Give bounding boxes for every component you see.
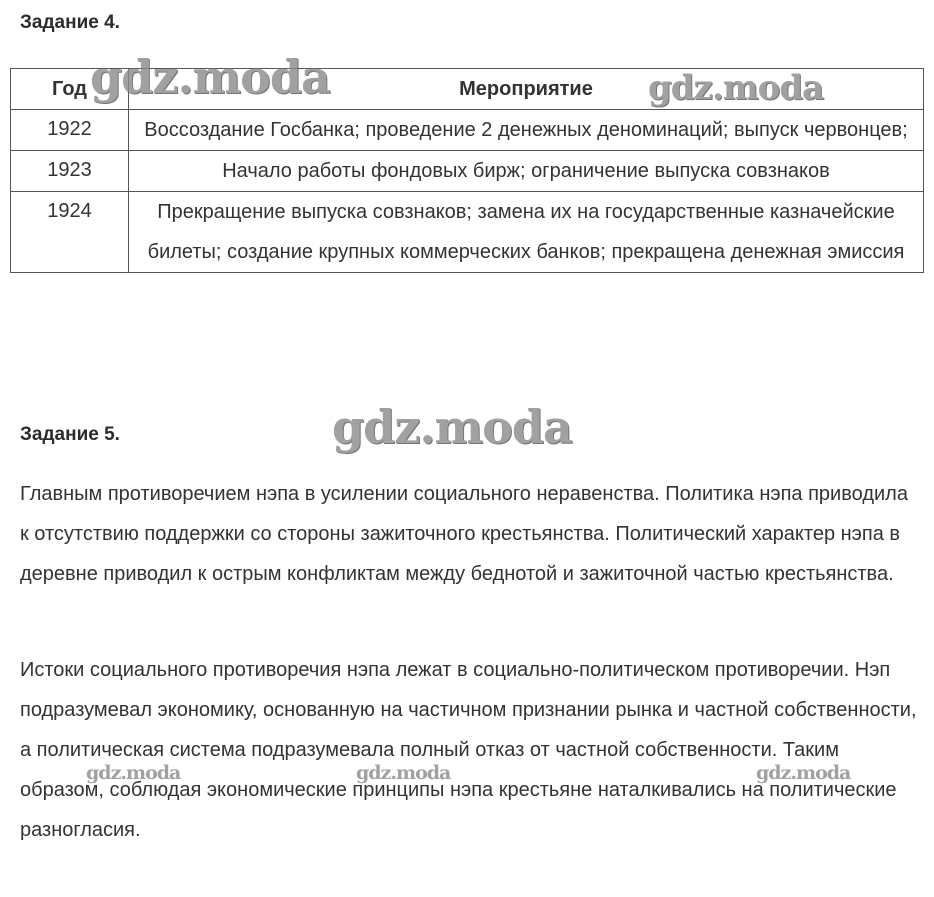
- task5-title: Задание 5.: [20, 424, 120, 445]
- answer-paragraph: Главным противоречием нэпа в усилении социального неравенства. Политика нэпа приводила к отсутствию поддержки со стороны зажиточного крестьянства. Политический характер нэпа в деревне приводил к острым конфликтам между беднотой и зажиточной частью крестьянства.: [20, 483, 908, 585]
- task4-title: Задание 4.: [20, 12, 120, 33]
- watermark: gdz.moda: [332, 400, 572, 454]
- watermark: gdz.moda: [356, 762, 451, 784]
- header-event: Мероприятие: [129, 69, 924, 110]
- year-cell: 1922: [11, 110, 129, 151]
- event-cell: Начало работы фондовых бирж; ограничение выпуска совзнаков: [129, 151, 924, 192]
- year-cell: 1923: [11, 151, 129, 192]
- answer-paragraph: Истоки социального противоречия нэпа лежат в социально-политическом противоречии. Нэп подразумевал экономику, основанную на частичном признании рынка и частной собственности, а политическая система подразумевала полный отказ от частной собственности. Таким образом, соблюдая экономические принципы нэпа крестьяне наталкивались на политические разногласия.: [20, 659, 917, 841]
- year-cell: 1924: [11, 192, 129, 273]
- table-row: [11, 151, 924, 192]
- event-cell: Прекращение выпуска совзнаков; замена их на государственные казначейские билеты; создание крупных коммерческих банков; прекращена денежная эмиссия: [129, 192, 924, 273]
- watermark: gdz.moda: [90, 50, 330, 104]
- event-cell: Воссоздание Госбанка; проведение 2 денежных деноминаций; выпуск червонцев;: [129, 110, 924, 151]
- watermark: gdz.moda: [86, 762, 181, 784]
- watermark: gdz.moda: [648, 68, 824, 108]
- header-year: Год: [11, 69, 129, 110]
- watermark: gdz.moda: [756, 762, 851, 784]
- table-row: [11, 192, 924, 273]
- table-row: [11, 110, 924, 151]
